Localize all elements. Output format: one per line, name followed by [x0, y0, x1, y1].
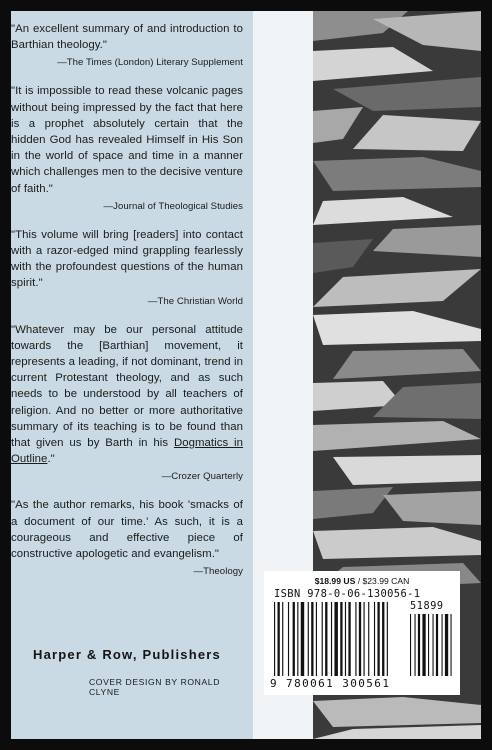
price-addon-number: 51899 — [410, 601, 444, 612]
review-quote-5 — [11, 497, 243, 578]
quote-text: "It is impossible to read these volcanic pages without being impressed by the fact that here is a prophet absolutely certain that the hidden God has revealed Himself in His Son in the world of space and time in a manner which challenges men to the decisive venture of faith." — [11, 85, 243, 195]
barcode-bar — [359, 602, 361, 676]
barcode-bar — [325, 602, 327, 676]
barcode-bar — [364, 602, 365, 676]
review-quote-3 — [11, 227, 243, 308]
isbn-text: ISBN 978-0-06-130056-1 — [274, 588, 421, 600]
quote-text-after: ." — [47, 453, 55, 466]
barcode-bar — [282, 602, 283, 676]
review-quote-4 — [11, 322, 243, 484]
quote-text-before: "Whatever may be our personal attitude towards the [Barthian] movement, it represents a leading, if not dominant, trend in current Protestant theology, and as such needs to be understood by all teachers of religion. And no better or more authoritative summary of its teaching is to be found than that given us by Barth in his — [11, 323, 243, 450]
barcode-bar — [355, 602, 356, 676]
back-cover — [11, 11, 481, 739]
barcode-bar — [274, 602, 275, 676]
quote-source: —Theology — [193, 566, 243, 578]
review-quote-2 — [11, 83, 243, 212]
barcode-bar — [308, 602, 309, 676]
review-quote-1 — [11, 21, 243, 69]
quote-source: —Crozer Quarterly — [161, 471, 243, 483]
barcode-bar — [334, 602, 337, 676]
addon-bar — [410, 614, 411, 676]
barcode-label — [264, 571, 460, 695]
price-separator: / — [355, 576, 363, 586]
quote-source: —The Times (London) Literary Supplement — [57, 57, 243, 69]
book-title: Dogmatics in Outline — [11, 437, 243, 466]
quote-source: —The Christian World — [147, 295, 243, 307]
quote-text: "As the author remarks, his book 'smacks of a document of our time.' As such, it is a courageous and effective piece of constructive apologetic and evangelism." — [11, 499, 243, 561]
barcode-bar — [345, 602, 346, 676]
quote-text: "This volume will bring [readers] into contact with a razor-edged mind grappling fearlessly with the profoundest questions of the human spirit." — [11, 228, 243, 290]
addon-bar — [451, 614, 452, 676]
addon-bar — [442, 614, 443, 676]
barcode-bar — [311, 602, 313, 676]
text-panel — [11, 11, 253, 739]
barcode-bar — [293, 602, 295, 676]
addon-bar — [433, 614, 434, 676]
barcode-bar — [348, 602, 350, 676]
barcode-bar — [340, 602, 342, 676]
barcode-bar — [316, 602, 317, 676]
barcode-bar — [288, 602, 289, 676]
barcode-bar — [387, 602, 388, 676]
addon-bar — [415, 614, 416, 676]
barcode-bars — [274, 602, 454, 676]
quote-text — [11, 322, 243, 468]
barcode-bar — [297, 602, 298, 676]
review-quotes — [11, 21, 243, 592]
quote-source: —Journal of Theological Studies — [103, 200, 243, 212]
barcode-bar — [322, 602, 323, 676]
cover-credit: COVER DESIGN BY RONALD CLYNE — [89, 677, 220, 697]
publisher-name: Harper & Row, Publishers — [33, 647, 221, 662]
barcode-bar — [368, 602, 369, 676]
price-line — [264, 576, 460, 586]
addon-bar — [445, 614, 448, 676]
addon-bar — [428, 614, 429, 676]
addon-bar — [418, 614, 420, 676]
barcode-bar — [382, 602, 384, 676]
barcode-bar — [374, 602, 375, 676]
barcode-bar — [301, 602, 304, 676]
barcode-digits: 9 780061 300561 — [270, 677, 391, 690]
barcode-bar — [331, 602, 332, 676]
price-can: $23.99 CAN — [362, 576, 410, 586]
price-us: $18.99 US — [314, 576, 356, 586]
barcode-bar — [278, 602, 280, 676]
quote-text: "An excellent summary of and introduction to Barthian theology." — [11, 23, 243, 52]
barcode-bar — [377, 602, 379, 676]
addon-bar — [422, 614, 425, 676]
addon-bar — [436, 614, 438, 676]
